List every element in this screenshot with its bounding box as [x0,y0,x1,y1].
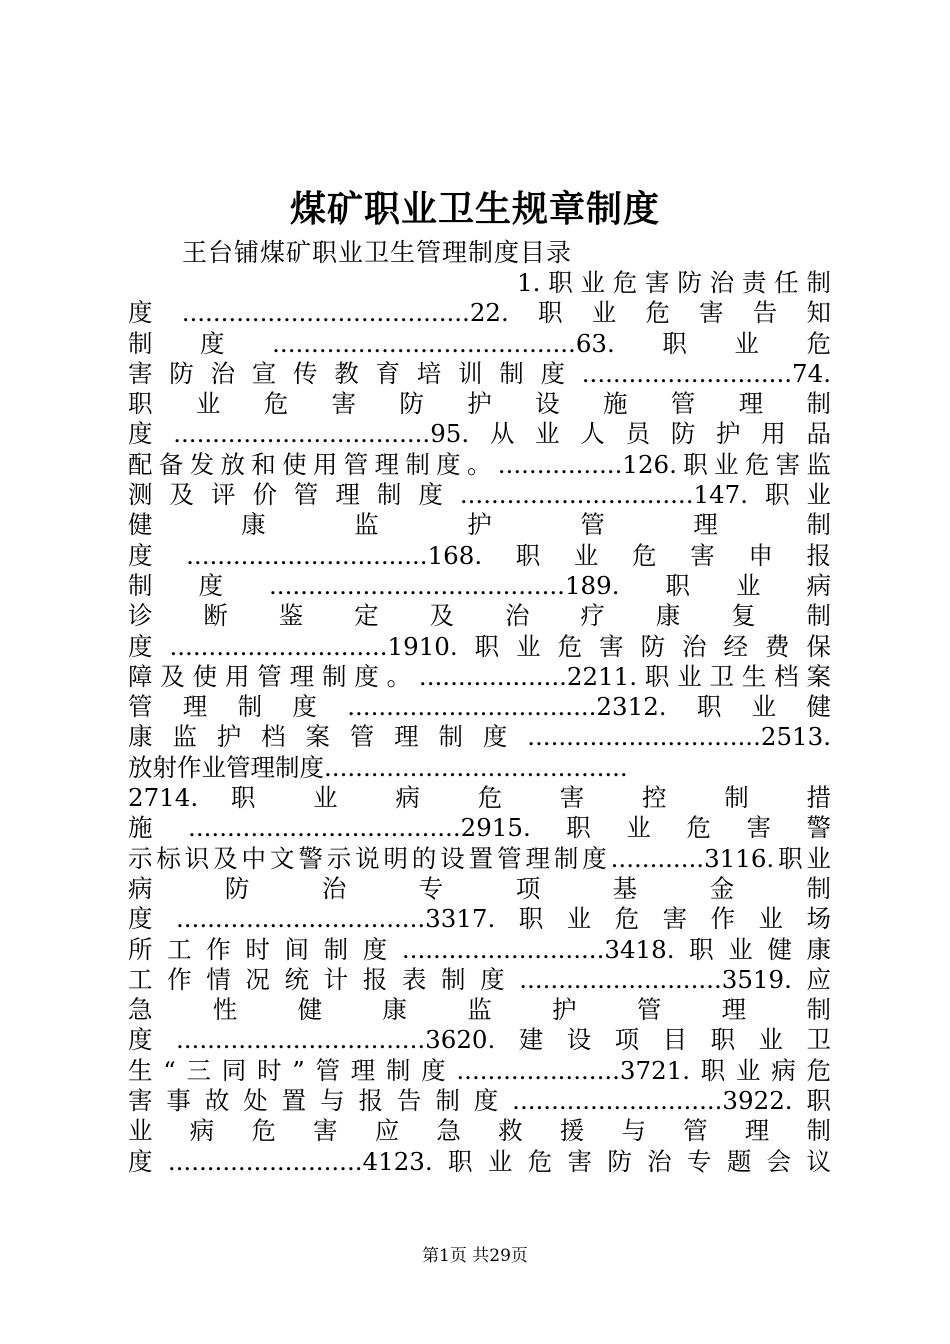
page-footer: 第1页 共29页 [422,1246,528,1266]
toc-line: 业 病 危 害 应 急 救 援 与 管 理 制 [128,1116,831,1146]
toc-line: 诊 断 鉴 定 及 治 疗 康 复 制 [128,601,831,631]
toc-line: 示标识及中文警示说明的设置管理制度............3116.职业 [128,843,831,873]
toc-line: 职 业 危 害 防 护 设 施 管 理 制 [128,389,831,419]
toc-line: 害事故处置与报告制度...........................3922.职 [128,1086,831,1116]
toc-line: 放射作业管理制度....................................... [128,752,628,782]
toc-line: 障及使用管理制度。...................2211.职业卫生档案 [128,661,831,691]
toc-line: 测及评价管理制度..............................147.职业 [128,480,831,510]
toc-line: 度.................................95.从业人员防护用品 [128,419,831,449]
toc-line: 害防治宣传教育培训制度...........................74. [128,358,831,388]
document-title: 煤矿职业卫生规章制度 [289,188,660,230]
toc-line: 急 性 健 康 监 护 管 理 制 [128,995,831,1025]
toc-line: 所工作时间制度..........................3418.职业健康 [128,934,831,964]
toc-line: 制度......................................189.职业病 [128,570,831,600]
toc-line: 度................................3317.职业危害作业场 [128,904,831,934]
toc-line: 度................................3620.建设项目职业卫 [128,1025,831,1055]
toc-line: 1. 职 业 危 害 防 治 责 任 制 [517,268,831,297]
table-of-contents [128,268,831,1177]
toc-line: 生“三同时”管理制度.....................3721.职业病危 [128,1055,831,1085]
toc-line: 制度.......................................63.职业危 [128,328,831,358]
toc-line: 度.........................4123.职业危害防治专题会议 [128,1146,831,1176]
toc-line: 度.....................................22.职业危害告知 [128,298,831,328]
toc-line: 度............................1910.职业危害防治经费保 [128,631,831,661]
toc-line: 病 防 治 专 项 基 金 制 [128,873,831,903]
document-subtitle: 王台铺煤矿职业卫生管理制度目录 [182,238,573,267]
toc-line: 工作情况统计报表制度..........................3519.应 [128,964,831,994]
toc-line: 度...............................168.职业危害申报 [128,540,831,570]
toc-line: 2714. 职 业 病 危 害 控 制 措 [128,783,831,813]
toc-line: 施...................................2915.职业危害警 [128,813,831,843]
toc-line: 管理制度................................2312.职业健 [128,692,831,722]
toc-line: 健 康 监 护 管 理 制 [128,510,831,540]
toc-line: 配备发放和使用管理制度。................126.职业危害监 [128,449,831,479]
toc-line: 康监护档案管理制度..............................2513. [128,722,831,752]
